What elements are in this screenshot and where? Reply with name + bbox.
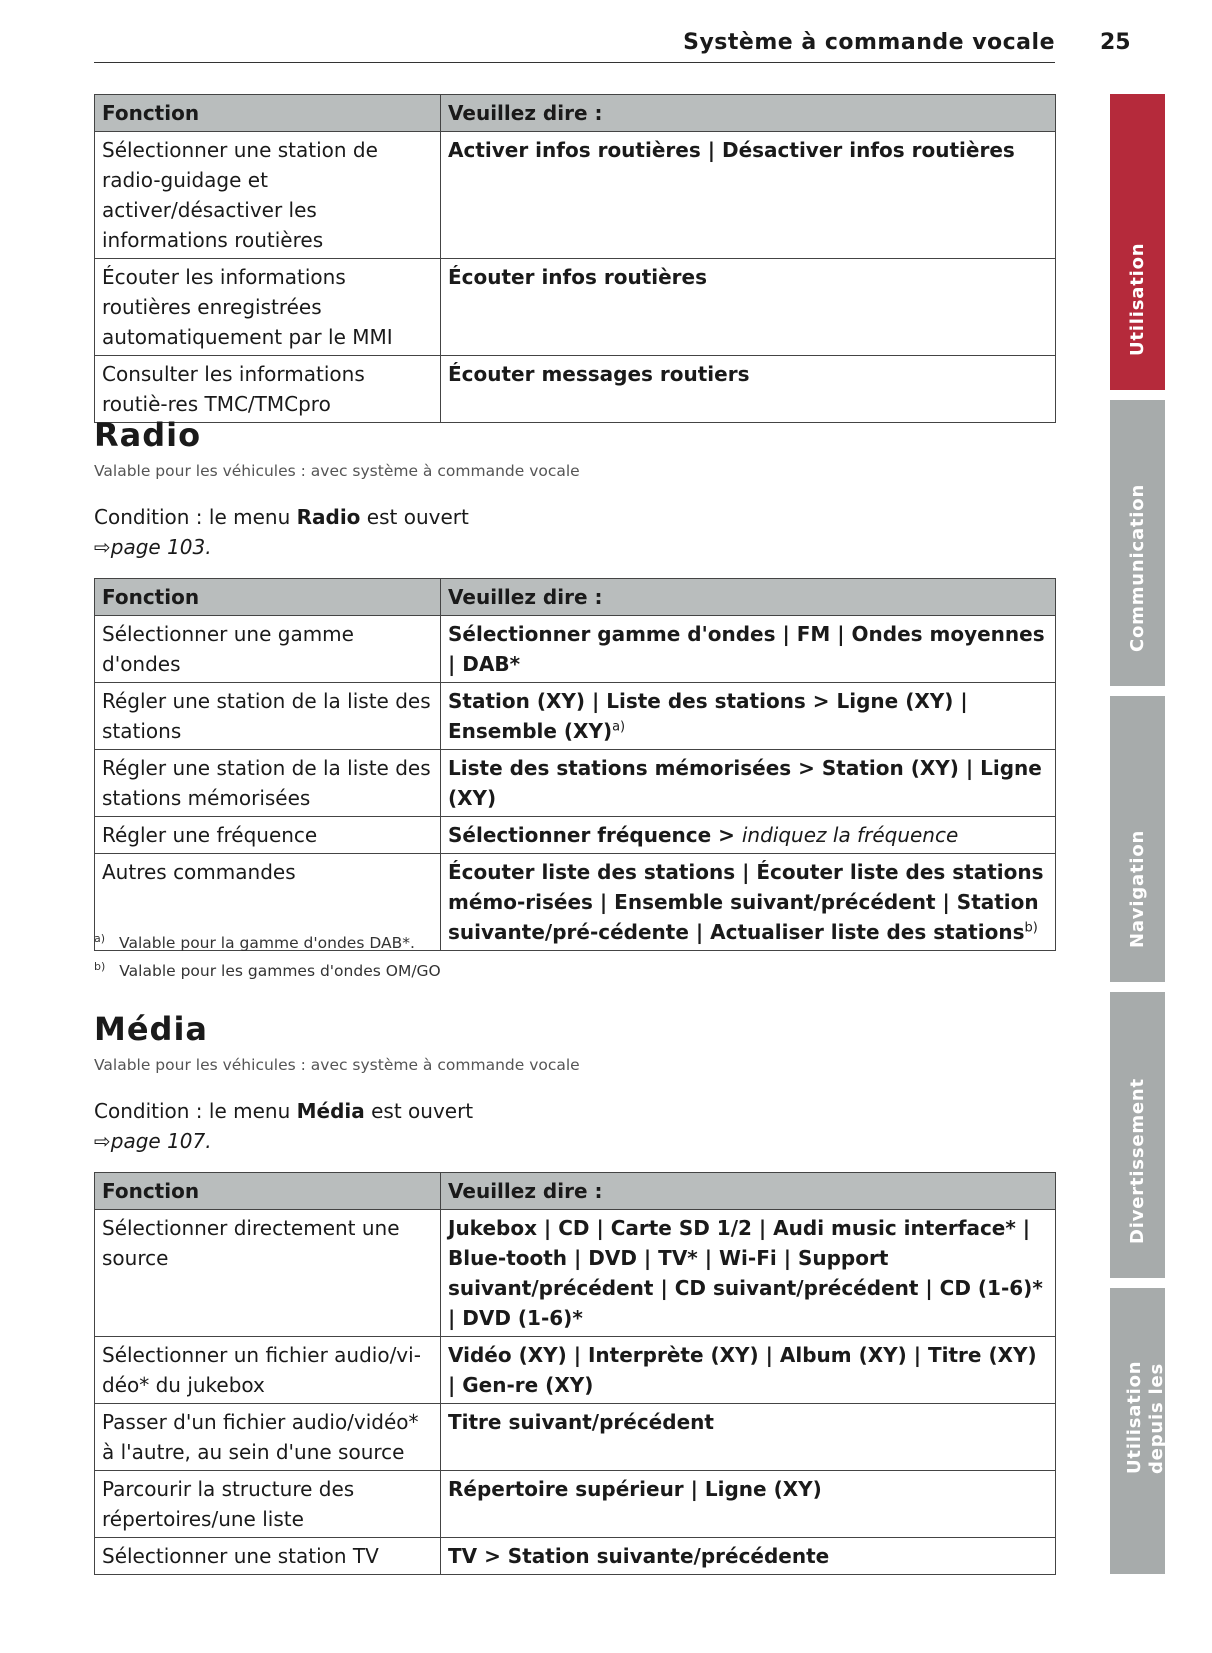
condition-menu: Radio bbox=[296, 505, 361, 529]
tab-communication[interactable] bbox=[1110, 400, 1165, 686]
media-table bbox=[94, 1172, 1056, 1575]
function-cell: Passer d'un fichier audio/vidéo* à l'autre, au sein d'une source bbox=[95, 1404, 441, 1471]
command-hint: indiquez la fréquence bbox=[741, 823, 959, 847]
function-cell: Sélectionner une station TV bbox=[95, 1538, 441, 1575]
tab-label: Utilisation bbox=[1126, 242, 1148, 356]
tab-divertissement[interactable] bbox=[1110, 992, 1165, 1278]
function-cell: Sélectionner une gamme d'ondes bbox=[95, 616, 441, 683]
function-cell: Sélectionner directement une source bbox=[95, 1210, 441, 1337]
command-cell: Jukebox | CD | Carte SD 1/2 | Audi music interface* | Blue-tooth | DVD | TV* | Wi-Fi | Support suivant/précédent | CD suivant/précédent | CD (1-6)* | DVD (1-6)* bbox=[441, 1210, 1056, 1337]
tab-label: Communication bbox=[1126, 483, 1148, 652]
footnote bbox=[94, 960, 441, 980]
tab-places-arriere[interactable] bbox=[1110, 1288, 1211, 1574]
command-cell: Titre suivant/précédent bbox=[441, 1404, 1056, 1471]
table-row bbox=[95, 1337, 1056, 1404]
column-header: Veuillez dire : bbox=[441, 95, 1056, 132]
column-header: Fonction bbox=[95, 579, 441, 616]
page-reference-link[interactable]: ⇨page 107. bbox=[94, 1129, 212, 1153]
column-header: Fonction bbox=[95, 95, 441, 132]
table-header-row bbox=[95, 1173, 1056, 1210]
media-condition bbox=[94, 1096, 473, 1156]
table-header-row bbox=[95, 579, 1056, 616]
table-row bbox=[95, 259, 1056, 356]
command-cell: Activer infos routières | Désactiver infos routières bbox=[441, 132, 1056, 259]
column-header: Veuillez dire : bbox=[441, 579, 1056, 616]
condition-suffix: est ouvert bbox=[360, 505, 469, 529]
column-header: Veuillez dire : bbox=[441, 1173, 1056, 1210]
command-cell: Écouter messages routiers bbox=[441, 356, 1056, 423]
radio-condition bbox=[94, 502, 469, 562]
column-header: Fonction bbox=[95, 1173, 441, 1210]
command-text: Station (XY) | Liste des stations > Ligne (XY) | Ensemble (XY) bbox=[448, 689, 968, 743]
command-cell bbox=[441, 683, 1056, 750]
tab-utilisation[interactable] bbox=[1110, 94, 1165, 390]
command-cell: Écouter infos routières bbox=[441, 259, 1056, 356]
command-cell: Répertoire supérieur | Ligne (XY) bbox=[441, 1471, 1056, 1538]
command-cell: Vidéo (XY) | Interprète (XY) | Album (XY) | Titre (XY) | Gen-re (XY) bbox=[441, 1337, 1056, 1404]
command-text: Écouter liste des stations | Écouter liste des stations mémo-risées | Ensemble suivant/précédent | Station suivante/pré-cédente | Actualiser liste des stations bbox=[448, 860, 1044, 944]
media-subtitle: Valable pour les véhicules : avec système à commande vocale bbox=[94, 1056, 580, 1074]
condition-prefix: Condition : le menu bbox=[94, 1099, 297, 1123]
table-row bbox=[95, 1538, 1056, 1575]
table-row bbox=[95, 616, 1056, 683]
footnote-mark: a) bbox=[94, 932, 106, 945]
footnote-marker: b) bbox=[1024, 920, 1038, 936]
footnote-text: Valable pour les gammes d'ondes OM/GO bbox=[119, 962, 441, 981]
media-section-title: Média bbox=[94, 1010, 209, 1048]
function-cell: Écouter les informations routières enregistrées automatiquement par le MMI bbox=[95, 259, 441, 356]
header-title: Système à commande vocale bbox=[683, 30, 1055, 55]
footnote-mark: b) bbox=[94, 960, 106, 973]
radio-subtitle: Valable pour les véhicules : avec système à commande vocale bbox=[94, 462, 580, 480]
tab-label: Utilisation depuis les places arrière bbox=[1124, 1360, 1211, 1474]
page-number: 25 bbox=[1100, 30, 1131, 55]
condition-suffix: est ouvert bbox=[364, 1099, 474, 1123]
function-cell: Régler une fréquence bbox=[95, 817, 441, 854]
command-cell bbox=[441, 854, 1056, 951]
table-header-row bbox=[95, 95, 1056, 132]
tab-label: Navigation bbox=[1126, 829, 1148, 948]
function-cell: Sélectionner un fichier audio/vi-déo* du jukebox bbox=[95, 1337, 441, 1404]
table-row bbox=[95, 1471, 1056, 1538]
tab-navigation[interactable] bbox=[1110, 696, 1165, 982]
footnote-marker: a) bbox=[612, 719, 626, 735]
table-row bbox=[95, 1210, 1056, 1337]
page-header bbox=[94, 26, 1055, 63]
function-cell: Régler une station de la liste des stations mémorisées bbox=[95, 750, 441, 817]
radio-table bbox=[94, 578, 1056, 951]
command-cell: Liste des stations mémorisées > Station (XY) | Ligne (XY) bbox=[441, 750, 1056, 817]
radio-section-title: Radio bbox=[94, 416, 202, 454]
function-cell: Sélectionner une station de radio-guidage et activer/désactiver les informations routières bbox=[95, 132, 441, 259]
table-row bbox=[95, 132, 1056, 259]
command-cell: TV > Station suivante/précédente bbox=[441, 1538, 1056, 1575]
footnote-text: Valable pour la gamme d'ondes DAB*. bbox=[119, 934, 415, 953]
function-cell: Autres commandes bbox=[95, 854, 441, 951]
table-row bbox=[95, 1404, 1056, 1471]
table-row bbox=[95, 356, 1056, 423]
function-cell: Régler une station de la liste des stations bbox=[95, 683, 441, 750]
command-text: Sélectionner fréquence bbox=[448, 823, 712, 847]
tab-label: Divertissement bbox=[1126, 1078, 1148, 1244]
page-reference-link[interactable]: ⇨page 103. bbox=[94, 535, 212, 559]
condition-prefix: Condition : le menu bbox=[94, 505, 297, 529]
table-row bbox=[95, 683, 1056, 750]
condition-menu: Média bbox=[296, 1099, 365, 1123]
command-cell: Sélectionner gamme d'ondes | FM | Ondes moyennes | DAB* bbox=[441, 616, 1056, 683]
table-row bbox=[95, 750, 1056, 817]
footnote bbox=[94, 932, 415, 952]
traffic-info-table bbox=[94, 94, 1056, 423]
table-row bbox=[95, 817, 1056, 854]
command-cell: Sélectionner fréquence > indiquez la fréquence bbox=[441, 817, 1056, 854]
function-cell: Parcourir la structure des répertoires/une liste bbox=[95, 1471, 441, 1538]
function-cell: Consulter les informations routiè-res TMC/TMCpro bbox=[95, 356, 441, 423]
